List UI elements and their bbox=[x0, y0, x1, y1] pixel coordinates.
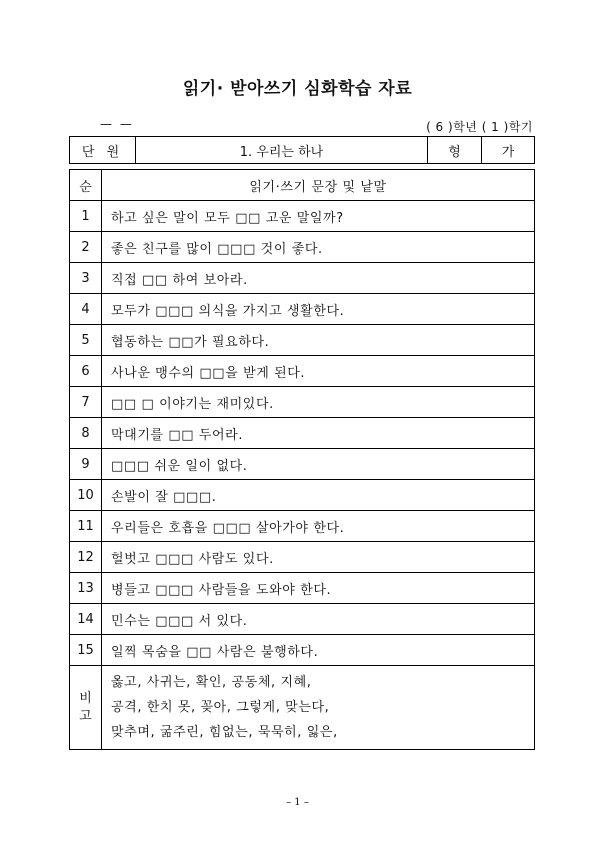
row-sentence: 헐벗고 □□□ 사람도 있다. bbox=[102, 542, 535, 573]
row-sentence: 사나운 맹수의 □□을 받게 된다. bbox=[102, 356, 535, 387]
row-number: 12 bbox=[70, 542, 102, 573]
row-number: 14 bbox=[70, 604, 102, 635]
notes-row bbox=[70, 666, 535, 750]
row-number: 6 bbox=[70, 356, 102, 387]
row-number: 13 bbox=[70, 573, 102, 604]
notes-content bbox=[102, 666, 535, 750]
unit-header-row bbox=[69, 136, 535, 164]
table-row bbox=[70, 542, 535, 573]
table-row bbox=[70, 511, 535, 542]
table-row bbox=[70, 263, 535, 294]
table-row bbox=[70, 356, 535, 387]
type-value: 가 bbox=[501, 144, 515, 160]
table-row bbox=[70, 418, 535, 449]
row-sentence: 하고 싶은 말이 모두 □□ 고운 말일까? bbox=[102, 201, 535, 232]
notes-label-char-2: 고 bbox=[79, 708, 92, 724]
row-number: 15 bbox=[70, 635, 102, 666]
row-sentence: 모두가 □□□ 의식을 가지고 생활한다. bbox=[102, 294, 535, 325]
row-number: 1 bbox=[70, 201, 102, 232]
row-number: 8 bbox=[70, 418, 102, 449]
row-sentence: 직접 □□ 하여 보아라. bbox=[102, 263, 535, 294]
notes-line: 맞추며, 굶주린, 힘없는, 묵묵히, 잃은, bbox=[111, 725, 338, 740]
unit-label: 단 원 bbox=[70, 137, 136, 163]
row-sentence: 좋은 친구를 많이 □□□ 것이 좋다. bbox=[102, 232, 535, 263]
row-sentence: 병들고 □□□ 사람들을 도와야 한다. bbox=[102, 573, 535, 604]
dash-mark: — — bbox=[100, 117, 134, 131]
row-number: 4 bbox=[70, 294, 102, 325]
table-row bbox=[70, 449, 535, 480]
row-number: 9 bbox=[70, 449, 102, 480]
row-sentence: 일찍 목숨을 □□ 사람은 불행하다. bbox=[102, 635, 535, 666]
grade-term-label: ( 6 )학년 ( 1 )학기 bbox=[426, 120, 533, 134]
row-sentence: 손발이 잘 □□□. bbox=[102, 480, 535, 511]
table-row bbox=[70, 573, 535, 604]
row-number: 10 bbox=[70, 480, 102, 511]
row-number: 11 bbox=[70, 511, 102, 542]
row-number: 3 bbox=[70, 263, 102, 294]
row-sentence: 막대기를 □□ 두어라. bbox=[102, 418, 535, 449]
document-title: 읽기· 받아쓰기 심화학습 자료 bbox=[182, 79, 413, 99]
table-row bbox=[70, 232, 535, 263]
table-row bbox=[70, 294, 535, 325]
sentence-table bbox=[69, 169, 535, 750]
row-number: 7 bbox=[70, 387, 102, 418]
row-sentence: 우리들은 호흡을 □□□ 살아가야 한다. bbox=[102, 511, 535, 542]
row-sentence: □□ □ 이야기는 재미있다. bbox=[102, 387, 535, 418]
table-row bbox=[70, 325, 535, 356]
notes-label bbox=[70, 666, 102, 750]
row-number: 5 bbox=[70, 325, 102, 356]
notes-line: 옳고, 사귀는, 확인, 공동체, 지혜, bbox=[111, 675, 312, 690]
notes-line: 공격, 한치 못, 꽂아, 그렇게, 맞는다, bbox=[111, 700, 330, 715]
column-header-number: 순 bbox=[70, 170, 102, 201]
table-row bbox=[70, 604, 535, 635]
row-sentence: 협동하는 □□가 필요하다. bbox=[102, 325, 535, 356]
type-label: 형 bbox=[428, 137, 482, 163]
table-row bbox=[70, 480, 535, 511]
notes-label-char-1: 비 bbox=[79, 690, 92, 706]
column-header-sentence: 읽기·쓰기 문장 및 낱말 bbox=[102, 170, 535, 201]
page-number: – 1 – bbox=[286, 797, 309, 808]
row-number: 2 bbox=[70, 232, 102, 263]
table-header-row bbox=[70, 170, 535, 201]
unit-name: 1. 우리는 하나 bbox=[136, 137, 428, 163]
row-sentence: □□□ 쉬운 일이 없다. bbox=[102, 449, 535, 480]
table-row bbox=[70, 387, 535, 418]
row-sentence: 민수는 □□□ 서 있다. bbox=[102, 604, 535, 635]
table-row bbox=[70, 635, 535, 666]
table-row bbox=[70, 201, 535, 232]
